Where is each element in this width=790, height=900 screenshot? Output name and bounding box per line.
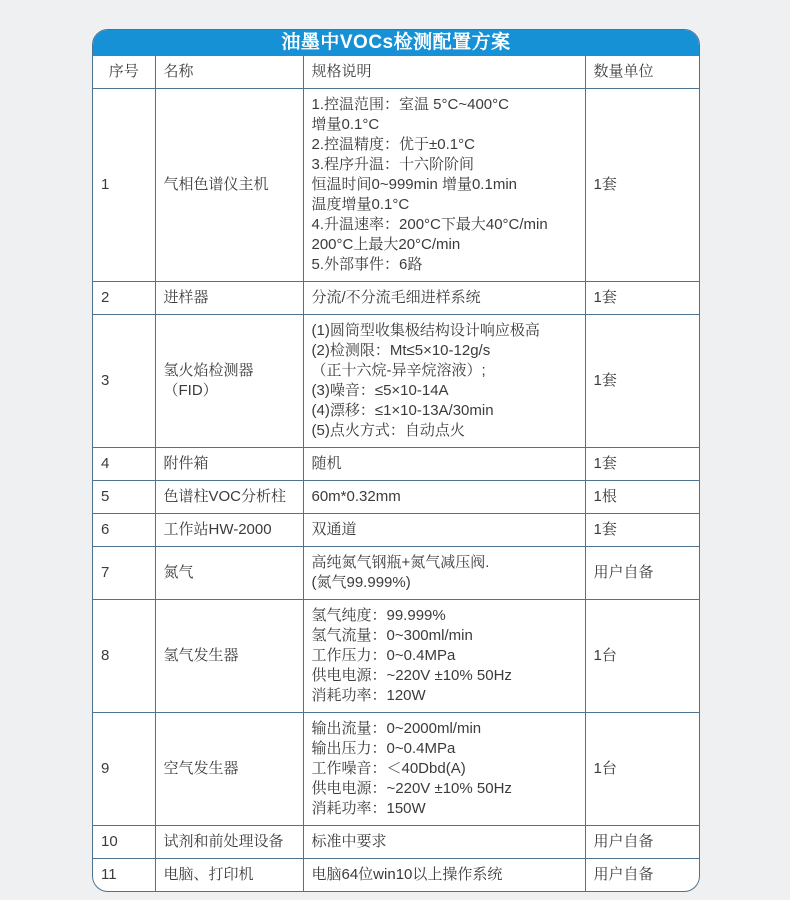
table-row [93,315,699,448]
row-spec-description [303,826,585,859]
row-item-name: 电脑、打印机 [155,859,303,892]
row-serial-number: 5 [93,481,155,514]
row-spec-description [303,481,585,514]
spec-line: 随机 [311,455,342,472]
table-row [93,600,699,713]
spec-line: 氢气纯度：99.999% [311,607,446,624]
row-quantity-unit: 1台 [585,600,699,713]
row-item-name: 试剂和前处理设备 [155,826,303,859]
spec-line: 温度增量0.1°C [311,196,410,213]
row-spec-description [303,282,585,315]
spec-line: (2)检测限：Mt≤5×10-12g/s [311,342,491,359]
row-quantity-unit: 1套 [585,315,699,448]
row-item-name: 氢气发生器 [155,600,303,713]
spec-line: （正十六烷-异辛烷溶液）; [311,362,486,379]
spec-line: 60m*0.32mm [311,488,401,505]
row-quantity-unit: 1套 [585,89,699,282]
table-row [93,859,699,892]
spec-line: 输出压力：0~0.4MPa [311,740,456,757]
spec-line: 双通道 [311,521,357,538]
row-serial-number: 3 [93,315,155,448]
row-item-name: 空气发生器 [155,713,303,826]
row-quantity-unit: 用户自备 [585,859,699,892]
row-spec-description [303,600,585,713]
row-quantity-unit: 1套 [585,282,699,315]
row-item-name: 附件箱 [155,448,303,481]
spec-line: 200°C上最大20°C/min [311,236,461,253]
table-row [93,713,699,826]
spec-line: 4.升温速率：200°C下最大40°C/min [311,216,548,233]
table-row [93,547,699,600]
row-spec-description [303,315,585,448]
header-row [93,56,699,89]
column-header-no: 序号 [93,56,155,89]
row-item-name: 气相色谱仪主机 [155,89,303,282]
row-quantity-unit: 用户自备 [585,547,699,600]
spec-line: 消耗功率：150W [311,800,426,817]
row-serial-number: 10 [93,826,155,859]
row-spec-description [303,547,585,600]
spec-line: 3.程序升温：十六阶阶间 [311,156,475,173]
row-serial-number: 6 [93,514,155,547]
spec-line: (1)圆筒型收集极结构设计响应极高 [311,322,540,339]
row-spec-description [303,859,585,892]
spec-line: (4)漂移：≤1×10-13A/30min [311,402,494,419]
row-serial-number: 2 [93,282,155,315]
spec-line: (5)点火方式：自动点火 [311,422,465,439]
row-serial-number: 11 [93,859,155,892]
spec-line: (3)噪音：≤5×10-14A [311,382,449,399]
row-quantity-unit: 1台 [585,713,699,826]
page-title: 油墨中VOCs检测配置方案 [93,30,699,56]
row-serial-number: 9 [93,713,155,826]
spec-line: 增量0.1°C [311,116,380,133]
spec-line: 供电电源：~220V ±10% 50Hz [311,780,512,797]
row-serial-number: 8 [93,600,155,713]
row-item-name: 工作站HW-2000 [155,514,303,547]
table-row [93,448,699,481]
spec-line: 1.控温范围：室温 5°C~400°C [311,96,509,113]
spec-line: 工作压力：0~0.4MPa [311,647,456,664]
row-quantity-unit: 用户自备 [585,826,699,859]
table-body [93,89,699,892]
spec-line: 分流/不分流毛细进样系统 [311,289,481,306]
column-header-name: 名称 [155,56,303,89]
column-header-qty: 数量单位 [585,56,699,89]
table-row [93,89,699,282]
row-spec-description [303,514,585,547]
row-spec-description [303,89,585,282]
spec-line: 恒温时间0~999min 增量0.1min [311,176,517,193]
table-header [93,56,699,89]
config-plan-card [92,29,700,892]
table-row [93,514,699,547]
spec-line: 标准中要求 [311,833,387,850]
table-row [93,282,699,315]
column-header-spec: 规格说明 [303,56,585,89]
row-serial-number: 7 [93,547,155,600]
row-item-name: 色谱柱VOC分析柱 [155,481,303,514]
row-item-name: 氢火焰检测器（FID） [155,315,303,448]
row-serial-number: 4 [93,448,155,481]
table-row [93,481,699,514]
row-quantity-unit: 1根 [585,481,699,514]
spec-line: 氢气流量：0~300ml/min [311,627,473,644]
row-quantity-unit: 1套 [585,514,699,547]
spec-line: 2.控温精度：优于±0.1°C [311,136,475,153]
spec-line: (氮气99.999%) [311,574,411,591]
row-serial-number: 1 [93,89,155,282]
spec-line: 高纯氮气钢瓶+氮气减压阀. [311,554,490,571]
row-item-name: 进样器 [155,282,303,315]
row-quantity-unit: 1套 [585,448,699,481]
spec-line: 5.外部事件：6路 [311,256,423,273]
row-spec-description [303,448,585,481]
spec-line: 消耗功率：120W [311,687,426,704]
row-spec-description [303,713,585,826]
row-item-name: 氮气 [155,547,303,600]
spec-line: 电脑64位win10以上操作系统 [311,866,503,883]
spec-line: 工作噪音：＜40Dbd(A) [311,760,466,777]
spec-line: 供电电源：~220V ±10% 50Hz [311,667,512,684]
table-row [93,826,699,859]
config-table [93,56,699,891]
spec-line: 输出流量：0~2000ml/min [311,720,482,737]
